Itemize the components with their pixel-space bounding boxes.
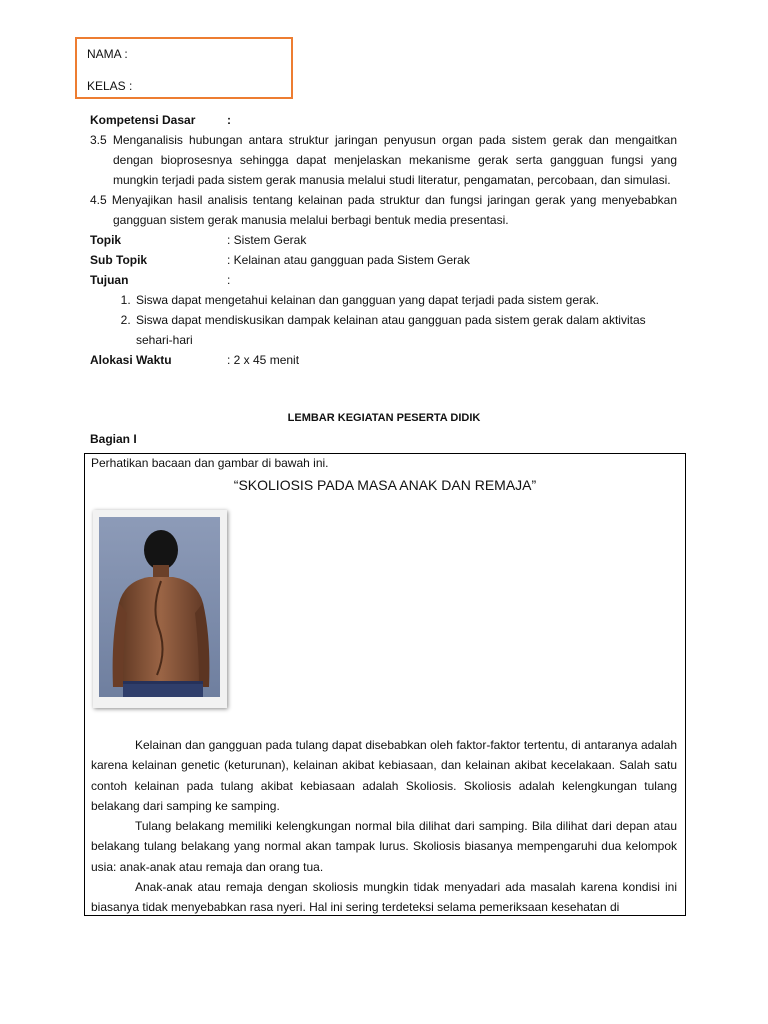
reading-body xyxy=(91,735,677,916)
scoliosis-photo xyxy=(93,510,227,708)
tujuan-colon: : xyxy=(227,273,231,287)
reading-paragraph: Anak-anak atau remaja dengan skoliosis mungkin tidak menyadari ada masalah karena kondisi ini biasanya tidak menyebabkan rasa nyeri. Hal ini sering terdeteksi selama pemeriksaan kesehatan di xyxy=(91,880,677,915)
tujuan-row xyxy=(90,270,677,290)
reading-paragraph: Kelainan dan gangguan pada tulang dapat disebabkan oleh faktor-faktor tertentu, di antaranya adalah karena kelainan genetic (keturunan), kelainan akibat kebiasaan, dan kelainan akibat kecelakaan. Salah satu contoh kelainan pada tulang akibat kebiasaan adalah Skoliosis. Skoliosis adalah kelengkungan tulang belakang dari samping ke samping. xyxy=(91,738,677,813)
sub-topik-value: : Kelainan atau gangguan pada Sistem Gerak xyxy=(227,253,470,267)
alokasi-waktu-row xyxy=(90,350,677,370)
kompetensi-item: 3.5 Menganalisis hubungan antara struktur jaringan penyusun organ pada sistem gerak dan mengaitkan dengan bioprosesnya sehingga dapat menjelaskan mekanisme gerak serta gangguan fungsi yang mungkin terjadi pada sistem gerak manusia melalui studi literatur, pengamatan, percobaan, dan simulasi. xyxy=(90,133,677,187)
kelas-label: KELAS : xyxy=(87,79,133,93)
sub-topik-label: Sub Topik xyxy=(90,253,148,267)
kompetensi-item: 4.5 Menyajikan hasil analisis tentang kelainan pada struktur dan fungsi jaringan gerak yang menyebabkan gangguan sistem gerak manusia melalui berbagi bentuk media presentasi. xyxy=(90,193,677,227)
topik-label: Topik xyxy=(90,233,122,247)
tujuan-label: Tujuan xyxy=(90,273,129,287)
student-info-box xyxy=(75,37,293,99)
document-body xyxy=(90,110,677,370)
tujuan-item: 1. Siswa dapat mengetahui kelainan dan gangguan yang dapat terjadi pada sistem gerak. xyxy=(134,290,677,310)
kompetensi-dasar-label: Kompetensi Dasar xyxy=(90,113,196,127)
kompetensi-dasar-colon: : xyxy=(227,113,231,127)
tujuan-list xyxy=(90,290,677,350)
reading-paragraph: Tulang belakang memiliki kelengkungan normal bila dilihat dari samping. Bila dilihat dari depan atau belakang tulang belakang yang normal akan tampak lurus. Skoliosis biasanya mempengaruhi dua kelompok usia: anak-anak atau remaja dan orang tua. xyxy=(91,819,677,874)
topik-value: : Sistem Gerak xyxy=(227,233,307,247)
sub-topik-row xyxy=(90,250,677,270)
reading-instruction: Perhatikan bacaan dan gambar di bawah ini. xyxy=(91,456,329,470)
section-heading: Bagian I xyxy=(90,432,137,446)
alokasi-waktu-label: Alokasi Waktu xyxy=(90,353,172,367)
scoliosis-back-photo-icon xyxy=(99,517,220,697)
worksheet-title: LEMBAR KEGIATAN PESERTA DIDIK xyxy=(287,412,481,424)
kompetensi-dasar-row xyxy=(90,110,677,130)
reading-box xyxy=(84,453,686,916)
nama-label: NAMA : xyxy=(87,47,128,61)
alokasi-waktu-value: : 2 x 45 menit xyxy=(227,353,300,367)
tujuan-item: 2. Siswa dapat mendiskusikan dampak kelainan atau gangguan pada sistem gerak dalam aktivitas sehari-hari xyxy=(134,310,677,350)
topik-row xyxy=(90,230,677,250)
reading-title: “SKOLIOSIS PADA MASA ANAK DAN REMAJA” xyxy=(233,477,537,493)
